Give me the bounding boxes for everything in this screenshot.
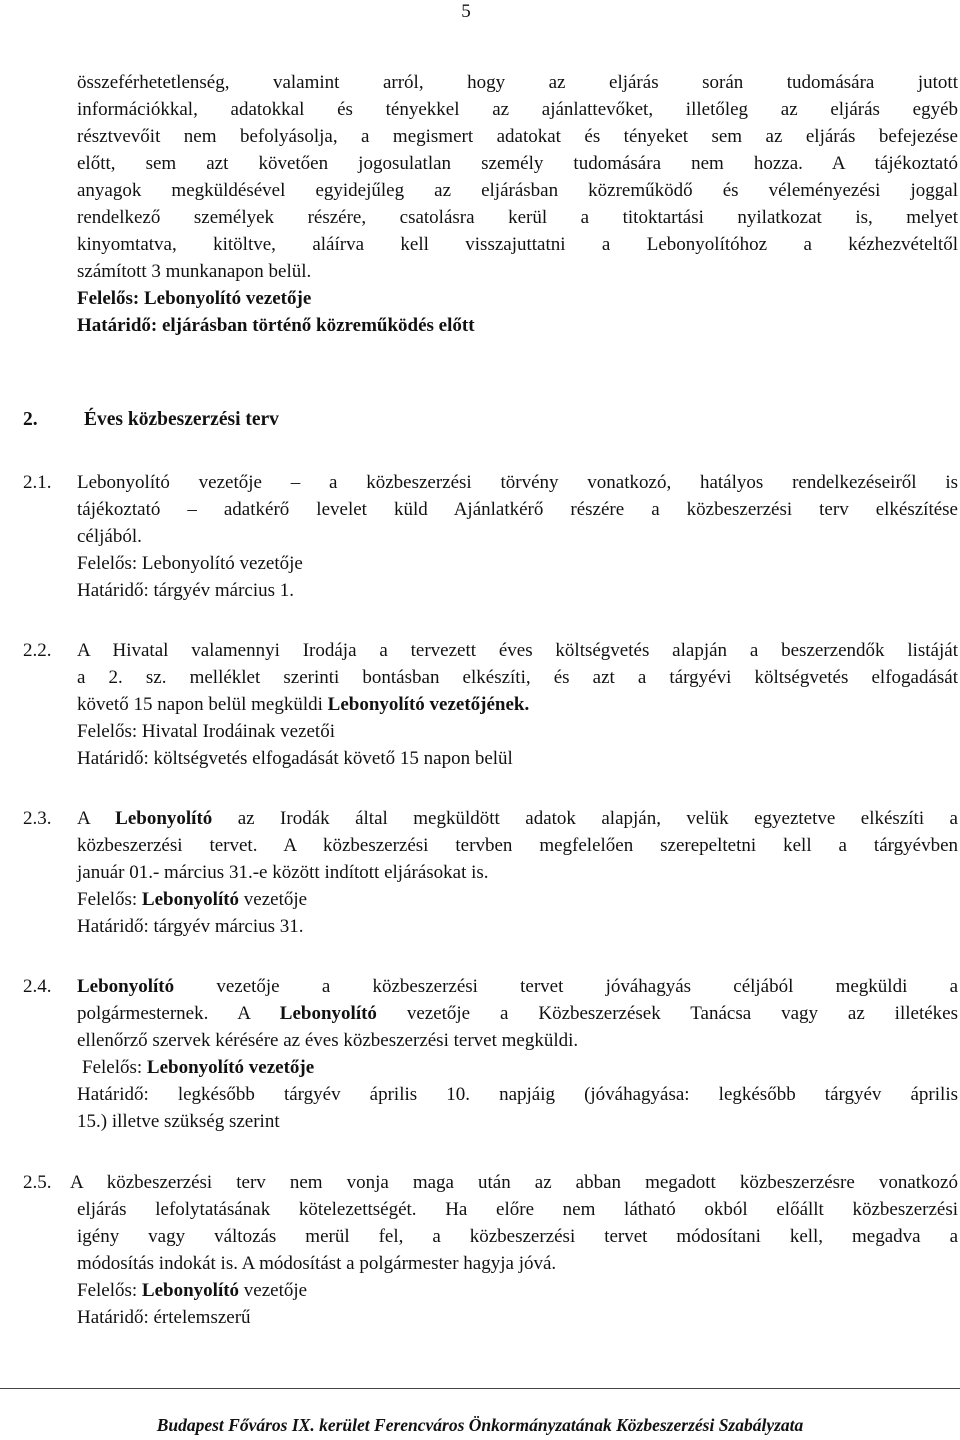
text-run-bold: Lebonyolító — [77, 976, 175, 997]
text-run: vezetője — [239, 1280, 308, 1301]
item-responsible — [70, 1277, 958, 1304]
text-run: polgármesternek. A — [77, 1003, 280, 1024]
item-number: 2.1. — [23, 472, 52, 493]
footer-divider — [0, 1388, 960, 1389]
text-run: vezetője a Közbeszerzések Tanácsa vagy az illetékes — [376, 1003, 958, 1024]
text-run: követő 15 napon belül megküldi — [77, 694, 328, 715]
section-number: 2. — [23, 409, 38, 430]
text-run: vezetője a közbeszerzési tervet jóváhagyás céljából megküldi a — [174, 976, 958, 997]
item-deadline: Határidő: értelemszerű — [77, 1307, 251, 1328]
intro-paragraph — [77, 69, 958, 339]
item-body — [77, 637, 958, 772]
item-number: 2.4. — [23, 976, 52, 997]
text-line: eljárás lefolytatásának kötelezettségét. Ha előre nem látható okból előállt közbeszerzési — [77, 1199, 958, 1220]
text-line: rendelkező személyek részére, csatolásra kerül a titoktartási nyilatkozat is, melyet — [77, 207, 958, 228]
item-deadline: Határidő: költségvetés elfogadását követő 15 napon belül — [77, 748, 513, 769]
footer-text: Budapest Főváros IX. kerület Ferencváros Önkormányzatának Közbeszerzési Szabályzata — [156, 1415, 804, 1435]
text-run-bold: Lebonyolító vezetője — [146, 1057, 315, 1078]
item-body — [70, 1169, 958, 1331]
item-number: 2.3. — [23, 808, 52, 829]
section-heading — [23, 406, 279, 434]
text-line: ellenőrző szervek kérésére az éves közbeszerzési tervet megküldi. — [77, 1030, 579, 1051]
text-line: A közbeszerzési terv nem vonja maga után az abban megadott közbeszerzésre vonatkozó — [70, 1172, 958, 1193]
item-responsible: Felelős: Hivatal Irodáinak vezetői — [77, 721, 335, 742]
text-run-bold: Lebonyolító vezetőjének. — [327, 694, 530, 715]
text-line: előtt, sem azt követően jogosulatlan személy tudomására nem hozza. A tájékoztató — [77, 153, 958, 174]
text-line: anyagok megküldésével egyidejűleg az eljárásban közreműködő és véleményezési joggal — [77, 180, 958, 201]
item-body — [77, 973, 958, 1135]
item-responsible — [77, 886, 958, 913]
item-responsible: Felelős: Lebonyolító vezetője — [77, 553, 303, 574]
text-run-bold: Lebonyolító — [141, 1280, 240, 1301]
text-run: Felelős: — [77, 1280, 142, 1301]
intro-responsible: Felelős: Lebonyolító vezetője — [77, 288, 312, 309]
item-body — [77, 469, 958, 604]
text-line: A Hivatal valamennyi Irodája a tervezett éves költségvetés alapján a beszerzendők listáját — [77, 640, 958, 661]
text-run: vezetője — [239, 889, 308, 910]
text-line — [77, 1000, 958, 1027]
text-run-bold: Lebonyolító — [141, 889, 240, 910]
intro-deadline: Határidő: eljárásban történő közreműködés előtt — [77, 315, 475, 336]
text-line — [77, 691, 958, 718]
text-run: az Irodák által megküldött adatok alapján, velük egyeztetve elkészíti a — [212, 808, 958, 829]
text-line: Lebonyolító vezetője – a közbeszerzési törvény vonatkozó, hatályos rendelkezéseiről is — [77, 472, 958, 493]
text-line: módosítás indokát is. A módosítást a polgármester hagyja jóvá. — [77, 1253, 557, 1274]
item-deadline: Határidő: tárgyév március 31. — [77, 916, 304, 937]
item-deadline: Határidő: legkésőbb tárgyév április 10. napjáig (jóváhagyása: legkésőbb tárgyév április — [77, 1084, 958, 1105]
text-line: a 2. sz. melléklet szerinti bontásban elkészíti, és azt a tárgyévi költségvetés elfogadását — [77, 667, 958, 688]
page-number: 5 — [461, 1, 471, 22]
item-body — [77, 805, 958, 940]
intro-text — [77, 69, 958, 285]
text-line: tájékoztató – adatkérő levelet küld Ajánlatkérő részére a közbeszerzési terv elkészítése — [77, 499, 958, 520]
text-run: Felelős: — [77, 889, 142, 910]
text-run-bold: Lebonyolító — [115, 808, 213, 829]
text-line: számított 3 munkanapon belül. — [77, 261, 312, 282]
text-run: Felelős: — [82, 1057, 147, 1078]
item-number: 2.5. — [23, 1172, 52, 1193]
text-line: kinyomtatva, kitöltve, aláírva kell visszajuttatni a Lebonyolítóhoz a kézhezvételtől — [77, 234, 958, 255]
item-deadline-cont: 15.) illetve szükség szerint — [77, 1111, 280, 1132]
text-line: január 01.- március 31.-e között indított eljárásokat is. — [77, 862, 489, 883]
text-line: közbeszerzési tervet. A közbeszerzési tervben megfelelően szerepeltetni kell a tárgyévben — [77, 835, 958, 856]
text-line: résztvevőit nem befolyásolja, a megismert adatokat és tényeket sem az eljárás befejezése — [77, 126, 958, 147]
text-run: A — [77, 808, 116, 829]
text-line: céljából. — [77, 526, 142, 547]
text-line — [77, 805, 958, 832]
item-responsible — [77, 1054, 958, 1081]
text-line: információkkal, adatokkal és tényekkel az ajánlattevőket, illetőleg az eljárás egyéb — [77, 99, 958, 120]
text-line — [77, 973, 958, 1000]
item-number: 2.2. — [23, 640, 52, 661]
text-run-bold: Lebonyolító — [279, 1003, 377, 1024]
text-line: összeférhetetlenség, valamint arról, hogy az eljárás során tudomására jutott — [77, 72, 958, 93]
text-line: igény vagy változás merül fel, a közbeszerzési tervet módosítani kell, megadva a — [77, 1226, 958, 1247]
section-title: Éves közbeszerzési terv — [84, 409, 279, 430]
item-deadline: Határidő: tárgyév március 1. — [77, 580, 295, 601]
